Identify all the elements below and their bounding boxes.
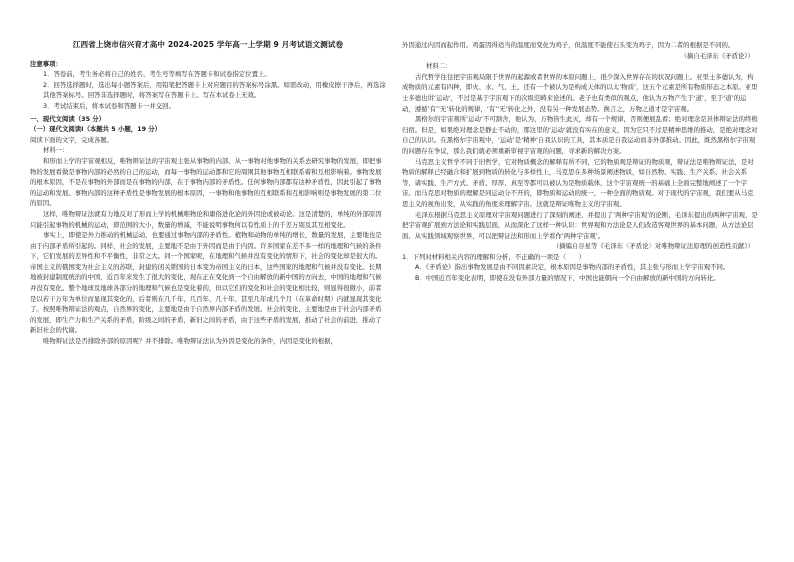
paragraph-6: 黑格尔的宇宙观所‘运动’不可割舍，他认为，万物皆生此灭，却有一个规律，否则便展乱看；绝对理念是具体辩证法的终极归宿。但是，如果绝对理念是静止不动的，那这里的‘运动’就没有实在的意义，因为它只不过是精神思维的推动，是绝对理念对自己的认识。在黑格尔宇宙观中，‘运动’是‘精神’自我认识的工具，其本质是自我运动而非外部推动。因此，既然黑格尔宇宙观的问题存在争议，那么我们就必须重新审视宇宙观的问题，寻求新的解决方案。 [402, 115, 758, 155]
paragraph-2: 这样，唯物辩证法就有力地反对了形而上学的机械唯物论和庸俗进化论的外因论或被动论。这是清楚的，单纯的外部原因只能引起事物的机械的运动，即范围的大小，数量的增减，不能说明事物何以有性质上的千差万别及其互相变化。 [30, 209, 382, 229]
instruction-text: 阅读下面的文字，完成各题。 [30, 135, 114, 144]
paragraph-8: 毛泽东根据马克思主义原理对宇宙观问题进行了深刻的阐述，并提出了‘两种宇宙观’的论断，毛泽东提出的两种宇宙观，是把宇宙观扩展到方法论和实践层面，从而深化了这样一种认识：世界观和方法论是人们改造客观世界的基本问题，从方法论层面、从实践领域观察世界，可以把辩证法和形而上学看作‘两种宇宙观’。 [402, 210, 758, 240]
continuation-text: 外因通过内因而起作用。鸡蛋因得适当的温度而变化为鸡子，但温度不能使石头变为鸡子，因为二者的根据是不同的。 [402, 41, 735, 49]
exam-title: 江西省上饶市信兴育才高中 2024-2025 学年高一上学期 9 月考试语文测试卷 [72, 40, 344, 49]
notice-heading: 注意事项： [30, 59, 62, 68]
notice-3: 3．考试结束后，将本试卷和答题卡一并交回。 [43, 101, 175, 110]
notice-2: 2．回答选择题时，选出每小题答案后，用铅笔把答题卡上对应题目的答案标号涂黑。如需改动，用橡皮擦干净后，再选涂其他答案标号。回答非选择题时，将答案写在答题卡上。写在本试卷上无效。 [43, 80, 386, 100]
left-column [30, 40, 386, 347]
source-citation-2: （摘编自谷星等《毛泽东〈矛盾论〉对唯物辩证法原理的创造性贡献》） [552, 242, 754, 251]
material-2-heading: 材料二： [426, 62, 452, 71]
source-citation-1: （摘自毛泽东《矛盾论》） [680, 51, 754, 60]
right-column [402, 40, 758, 284]
paragraph-3: 事实上，即使是外力推动的机械运动，也要通过事物内部的矛盾性。植物和动物的单纯的增长，数量的发展，主要地也是由于内部矛盾所引起的。同样，社会的发展，主要地不是由于外因而是由于内因。许多国家在差不多一样的地理和气候的条件下，它们发展的差异性和不平衡性，非常之大。同一个国家呢，在地理和气候并没有变化的情形下，社会的变化却是很大的。帝国主义的俄国变为社会主义的苏联，封建的闭关锁国的日本变为帝国主义的日本，这些国家的地理和气候并没有变化。长期地被封建制度统治的中国，近百年来发生了很大的变化，现在正在变化到一个自由解放的新中国的方向去，中国的地理和气候并没有变化。整个地球及地球各部分的地理和气候也是变化着的，但以它们的变化和社会的变化相比较，则显得很微小，前者是以若干万年为单位而显现其变化的，后者则在几千年、几百年、几十年、甚至几年或几个月（在革命时期）内就显现其变化了。按照唯物辩证法的观点，自然界的变化，主要地是由于自然界内部矛盾的发展。社会的变化，主要地是由于社会内部矛盾的发展，即生产力和生产关系的矛盾，阶级之间的矛盾，新旧之间的矛盾，由于这些矛盾的发展，推动了社会的前进，推动了新旧社会的代谢。 [30, 231, 382, 335]
section-heading: 一、现代文阅读（35 分） [30, 114, 106, 123]
material-1-heading: 材料一： [43, 146, 69, 155]
option-a: A．《矛盾论》指出事物发展是由不同因素决定，根本原因是事物内部的矛盾性，其主张与形而上学宇宙观不同。 [415, 263, 730, 272]
option-b: B．中国近百年变化表明，即使在没有外部力量的情况下，中国也能朝向一个自由解放的新中国的方向转化。 [415, 274, 720, 283]
subsection-heading: （一）现代文阅读Ⅰ（本题共 5 小题，19 分） [30, 125, 162, 134]
paragraph-5: 古代哲学往往把宇宙观局限于世界的起源或者世界的本原问题上，很少深入世界存在的状况问题上。亚里士多德认为，构成物质的元素有四种，即火、水、气、土，还有一个被认为是构成天体的以太‘物质’，这五个元素是所有物质形态之本原。亚里士多德也讲‘运动’，不过是基于宇宙观下的次级范畴来论述的。老子也有类似的观点，他认为万物产生于‘道’，至于‘道’的运动，遵循‘有’‘无’转化的规律，‘有’‘无’转化之外，没有另一种发展态势。换言之，万物之道才是宇宙观。 [402, 72, 758, 113]
notice-1: 1．答卷前，考生务必将自己的姓名、考生号等填写在答题卡和试卷指定位置上。 [43, 70, 271, 79]
paragraph-7: 马克思主义哲学不同于旧哲学，它对物质概念的解释有所不同，它的物质观是辩证的物质观，辩证法是唯物辩证法，是对物质的解释已经融合和扩展到物质的转化与多样性上，马克思在多种场景阐述物质，如自然物、实践、生产关系、社会关系等，诸实践、生产方式、矛盾、厚厚、真至等都可以被认为是物质载体，这个宇宙观统一的基础上全面完整地阐述了一个宇宙。而马克思对物质的理解是同运动分不开的，即物质和运动的统一，一种全面的物质观。对于现代的宇宙观，我们要从马克思主义的视角出发，从实践的角度来理解宇宙。这就是辩证唯物主义的宇宙观。 [402, 157, 754, 208]
paragraph-4: 唯物辩证法是否排除外部的原因呢？并不排除。唯物辩证法认为外因是变化的条件，内因是变化的根据， [43, 337, 337, 346]
question-1: 1．下列对材料相关内容的理解和分析，不正确的一项是（ ） [402, 252, 586, 261]
paragraph-1: 和形而上学的宇宙观相反，唯物辩证法的宇宙观主张从事物的内部、从一事物对他事物的关系去研究事物的发展，即把事物的发展看做是事物内部的必然的自己的运动，而每一事物的运动都和它的周围其他事物互相联系着和互相影响着。事物发展的根本原因，不是在事物的外部而是在事物的内部，在于事物内部的矛盾性。任何事物内部都有这种矛盾性，因此引起了事物的运动和发展。事物内部的这种矛盾性是事物发展的根本原因，一事物和他事物的互相联系和互相影响则是事物发展的第二位的原因。 [30, 156, 382, 208]
